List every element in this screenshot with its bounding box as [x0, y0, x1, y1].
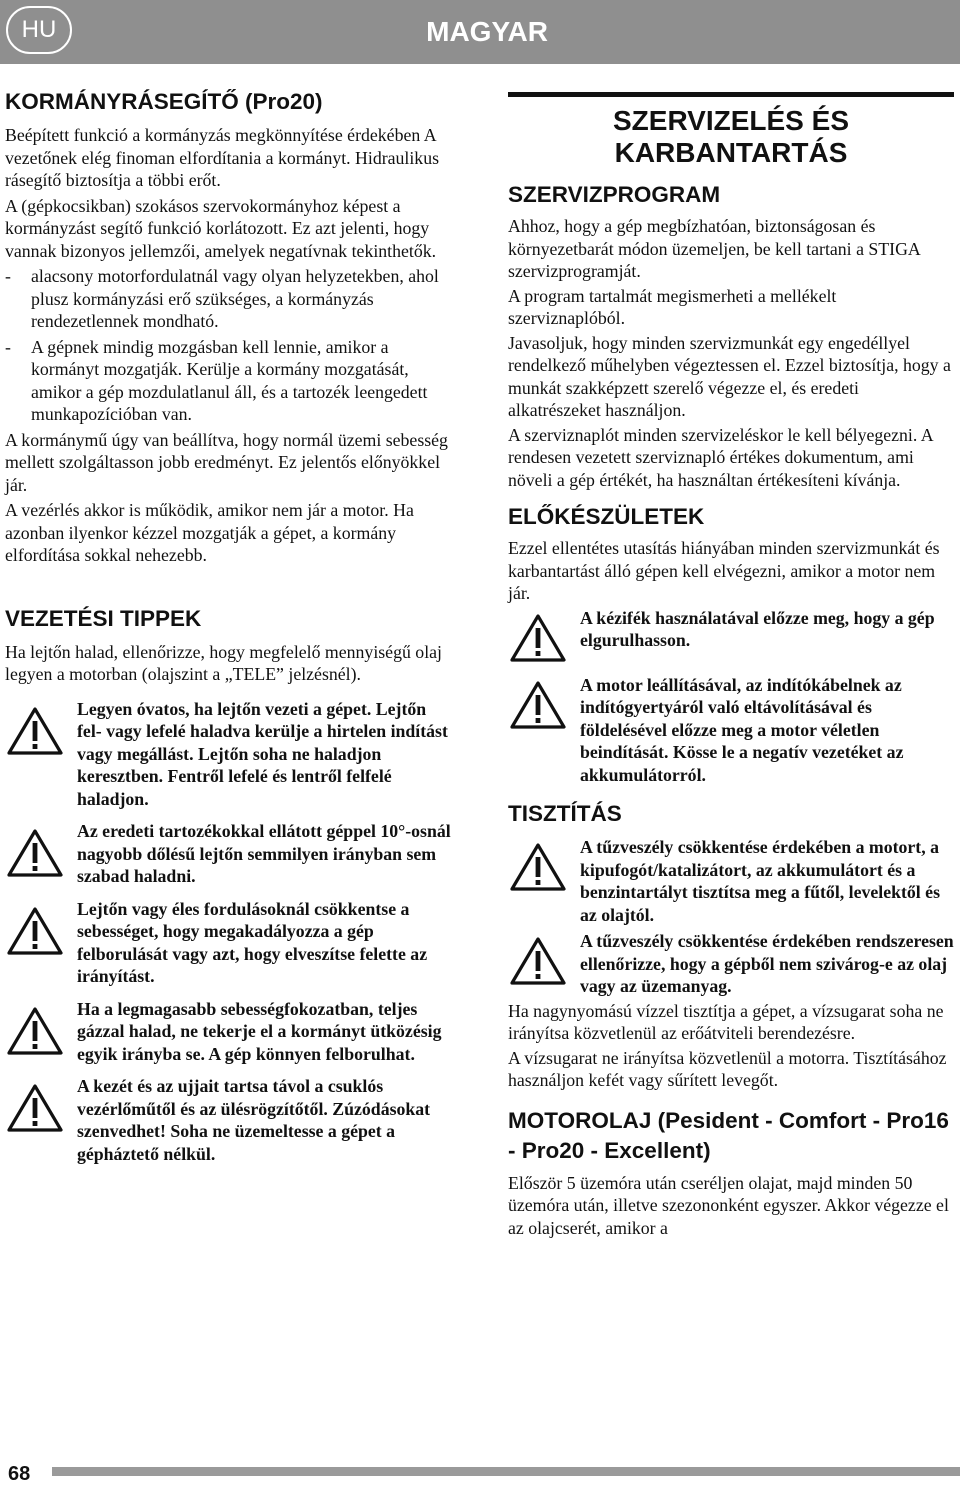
warning-triangle-icon: [510, 613, 566, 663]
warning-block: [5, 698, 451, 811]
page-number: 68: [8, 1463, 31, 1485]
warning-text: A tűzveszély csökkentése érdekében a motort, a kipufogót/katalizátort, az akkumulátort és a benzintartályt tisztítsa meg a fűtől, levelektől és az olajtól.: [580, 837, 940, 925]
warning-block: [5, 1075, 451, 1165]
warning-text: Legyen óvatos, ha lejtőn vezeti a gépet. Lejtőn fel- vagy lefelé haladva kerülje a hirtelen indítást vagy megállást. Lejtőn soha ne haladjon keresztben. Fentről lefelé és lentről felfelé haladjon.: [77, 698, 448, 809]
paragraph: Ahhoz, hogy a gép megbízhatóan, biztonságosan és környezetbarát módon üzemeljen, be kell tartani a STIGA szervizprogramját.: [508, 216, 920, 281]
warning-block: [508, 607, 954, 652]
bullet-item: [5, 336, 451, 426]
language-title: MAGYAR: [426, 16, 548, 47]
paragraph: Ha nagynyomású vízzel tisztítja a gépet, a vízsugarat soha ne irányítsa közvetlenül az erőátviteli berendezésre.: [508, 1000, 944, 1043]
paragraph: A vízsugarat ne irányítsa közvetlenül a motorra. Tisztításához használjon kefét vagy sűrített levegőt.: [508, 1047, 947, 1090]
language-code-badge: HU: [6, 6, 72, 54]
warning-text: A motor leállításával, az indítókábelnek az indítógyertyáról való eltávolításával és földelésével előzze meg a motor véletlen beindítását. Kösse le a negatív vezetéket az akkumulátorról.: [580, 674, 904, 785]
page-header: [0, 0, 960, 64]
paragraph: A (gépkocsikban) szokásos szervokormányhoz képest a kormányzást segítő funkció korlátozott. Ez azt jelenti, hogy vannak bizonyos jellemzői, amelyek negatívnak tekinthetők.: [5, 195, 437, 261]
bullet-text: A gépnek mindig mozgásban kell lennie, amikor a kormányt mozgatják. Kerülje a kormány mozgatását, amikor a gép mozdulatlanul áll, és a tartozék leengedett munkapozícióban van.: [31, 336, 428, 424]
warning-triangle-icon: [7, 706, 63, 756]
section-title-cleaning: TISZTÍTÁS: [508, 801, 622, 826]
paragraph: Javasoljuk, hogy minden szervizmunkát egy engedéllyel rendelkező műhelyben végeztessen el. Ezzel biztosítja, hogy a munkát szakképzett szerelő végezze el, és eredeti alkatrészeket használjon.: [508, 332, 951, 420]
paragraph: Ha lejtőn halad, ellenőrizze, hogy megfelelő mennyiségű olaj legyen a motorban (olajszint a „TELE” jelzésnél).: [5, 641, 442, 684]
warning-text: Ha a legmagasabb sebességfokozatban, teljes gázzal halad, ne tekerje el a kormányt ütközésig egyik irányba se. A gép könnyen felborulhat.: [77, 998, 442, 1064]
warning-block: [5, 898, 451, 988]
warning-text: Az eredeti tartozékokkal ellátott géppel 10°-osnál nagyobb dőlésű lejtőn semmilyen irányban sem szabad haladni.: [77, 821, 451, 886]
paragraph: Beépített funkció a kormányzás megkönnyítése érdekében A vezetőnek elég finoman elfordítania a kormányt. Hidraulikus rásegítő biztosítja a többi erőt.: [5, 125, 440, 190]
paragraph: A szerviznaplót minden szervizeléskor le kell bélyegezni. A rendesen vezetett szerviznapló értékes dokumentum, ami növeli a gép értékét, ha használtan értékesíteni kívánja.: [508, 424, 933, 490]
warning-block: [5, 998, 451, 1066]
section-title-preparations: ELŐKÉSZÜLETEK: [508, 504, 705, 529]
warning-triangle-icon: [7, 828, 63, 878]
warning-triangle-icon: [7, 906, 63, 956]
bullet-dash: -: [5, 336, 11, 357]
section-title-power-steering: KORMÁNYRÁSEGÍTŐ (Pro20): [5, 89, 323, 114]
section-title-driving-tips: VEZETÉSI TIPPEK: [5, 605, 202, 631]
paragraph: Először 5 üzemóra után cseréljen olajat, majd minden 50 üzemóra után, illetve szezononként egyszer. Akkor végezze el az olajcserét, amikor a: [508, 1172, 949, 1238]
chapter-title-line-2: KARBANTARTÁS: [614, 137, 848, 168]
paragraph: A kormánymű úgy van beállítva, hogy normál üzemi sebesség mellett szolgáltasson jobb eredményt. Ez jelentős előnyökkel jár.: [5, 429, 448, 495]
section-title-service-program: SZERVIZPROGRAM: [508, 182, 721, 207]
warning-block: [508, 674, 954, 787]
warning-triangle-icon: [510, 842, 566, 892]
paragraph: A program tartalmát megismerheti a mellékelt szerviznaplóból.: [508, 285, 837, 328]
bullet-dash: -: [5, 266, 11, 286]
paragraph: Ezzel ellentétes utasítás hiányában minden szervizmunkát és karbantartást álló gépen kell elvégezni, amikor a motor nem jár.: [508, 538, 940, 603]
right-column: [508, 92, 954, 1239]
warning-text: A kezét és az ujjait tartsa távol a csuklós vezérlőműtől és az ülésrögzítőtől. Zúzódásokat szenvedhet! Soha ne üzemeltesse a gépet a gépháztető nélkül.: [77, 1076, 431, 1164]
warning-block: [508, 836, 954, 926]
warning-text: Lejtőn vagy éles fordulásoknál csökkentse a sebességet, hogy megakadályozza a gép felborulását vagy azt, hogy elveszítse felette az irányítást.: [77, 898, 428, 986]
warning-text: A tűzveszély csökkentése érdekében rendszeresen ellenőrizze, hogy a gépből nem szivárog-e az olaj vagy az üzemanyag.: [580, 931, 954, 996]
warning-triangle-icon: [7, 1006, 63, 1056]
warning-block: [5, 820, 451, 888]
bullet-item: [5, 265, 451, 333]
warning-triangle-icon: [7, 1083, 63, 1133]
footer-bar: [52, 1467, 960, 1476]
warning-text: A kézifék használatával előzze meg, hogy a gép elgurulhasson.: [580, 607, 935, 650]
title-rule: [508, 92, 954, 97]
left-column: [5, 88, 451, 1165]
chapter-title-line-1: SZERVIZELÉS ÉS: [613, 105, 849, 136]
warning-block: [508, 930, 954, 998]
warning-triangle-icon: [510, 936, 566, 986]
warning-triangle-icon: [510, 680, 566, 730]
paragraph: A vezérlés akkor is működik, amikor nem jár a motor. Ha azonban ilyenkor kézzel mozgatják a gépet, a kormány elfordítása sokkal nehezebb.: [5, 500, 414, 565]
bullet-text: alacsony motorfordulatnál vagy olyan helyzetekben, ahol plusz kormányzási erő szükséges, a kormányzás rendezetlennek mondható.: [31, 266, 439, 331]
section-title-engine-oil: MOTOROLAJ (Pesident - Comfort - Pro16 - Pro20 - Excellent): [508, 1107, 949, 1163]
